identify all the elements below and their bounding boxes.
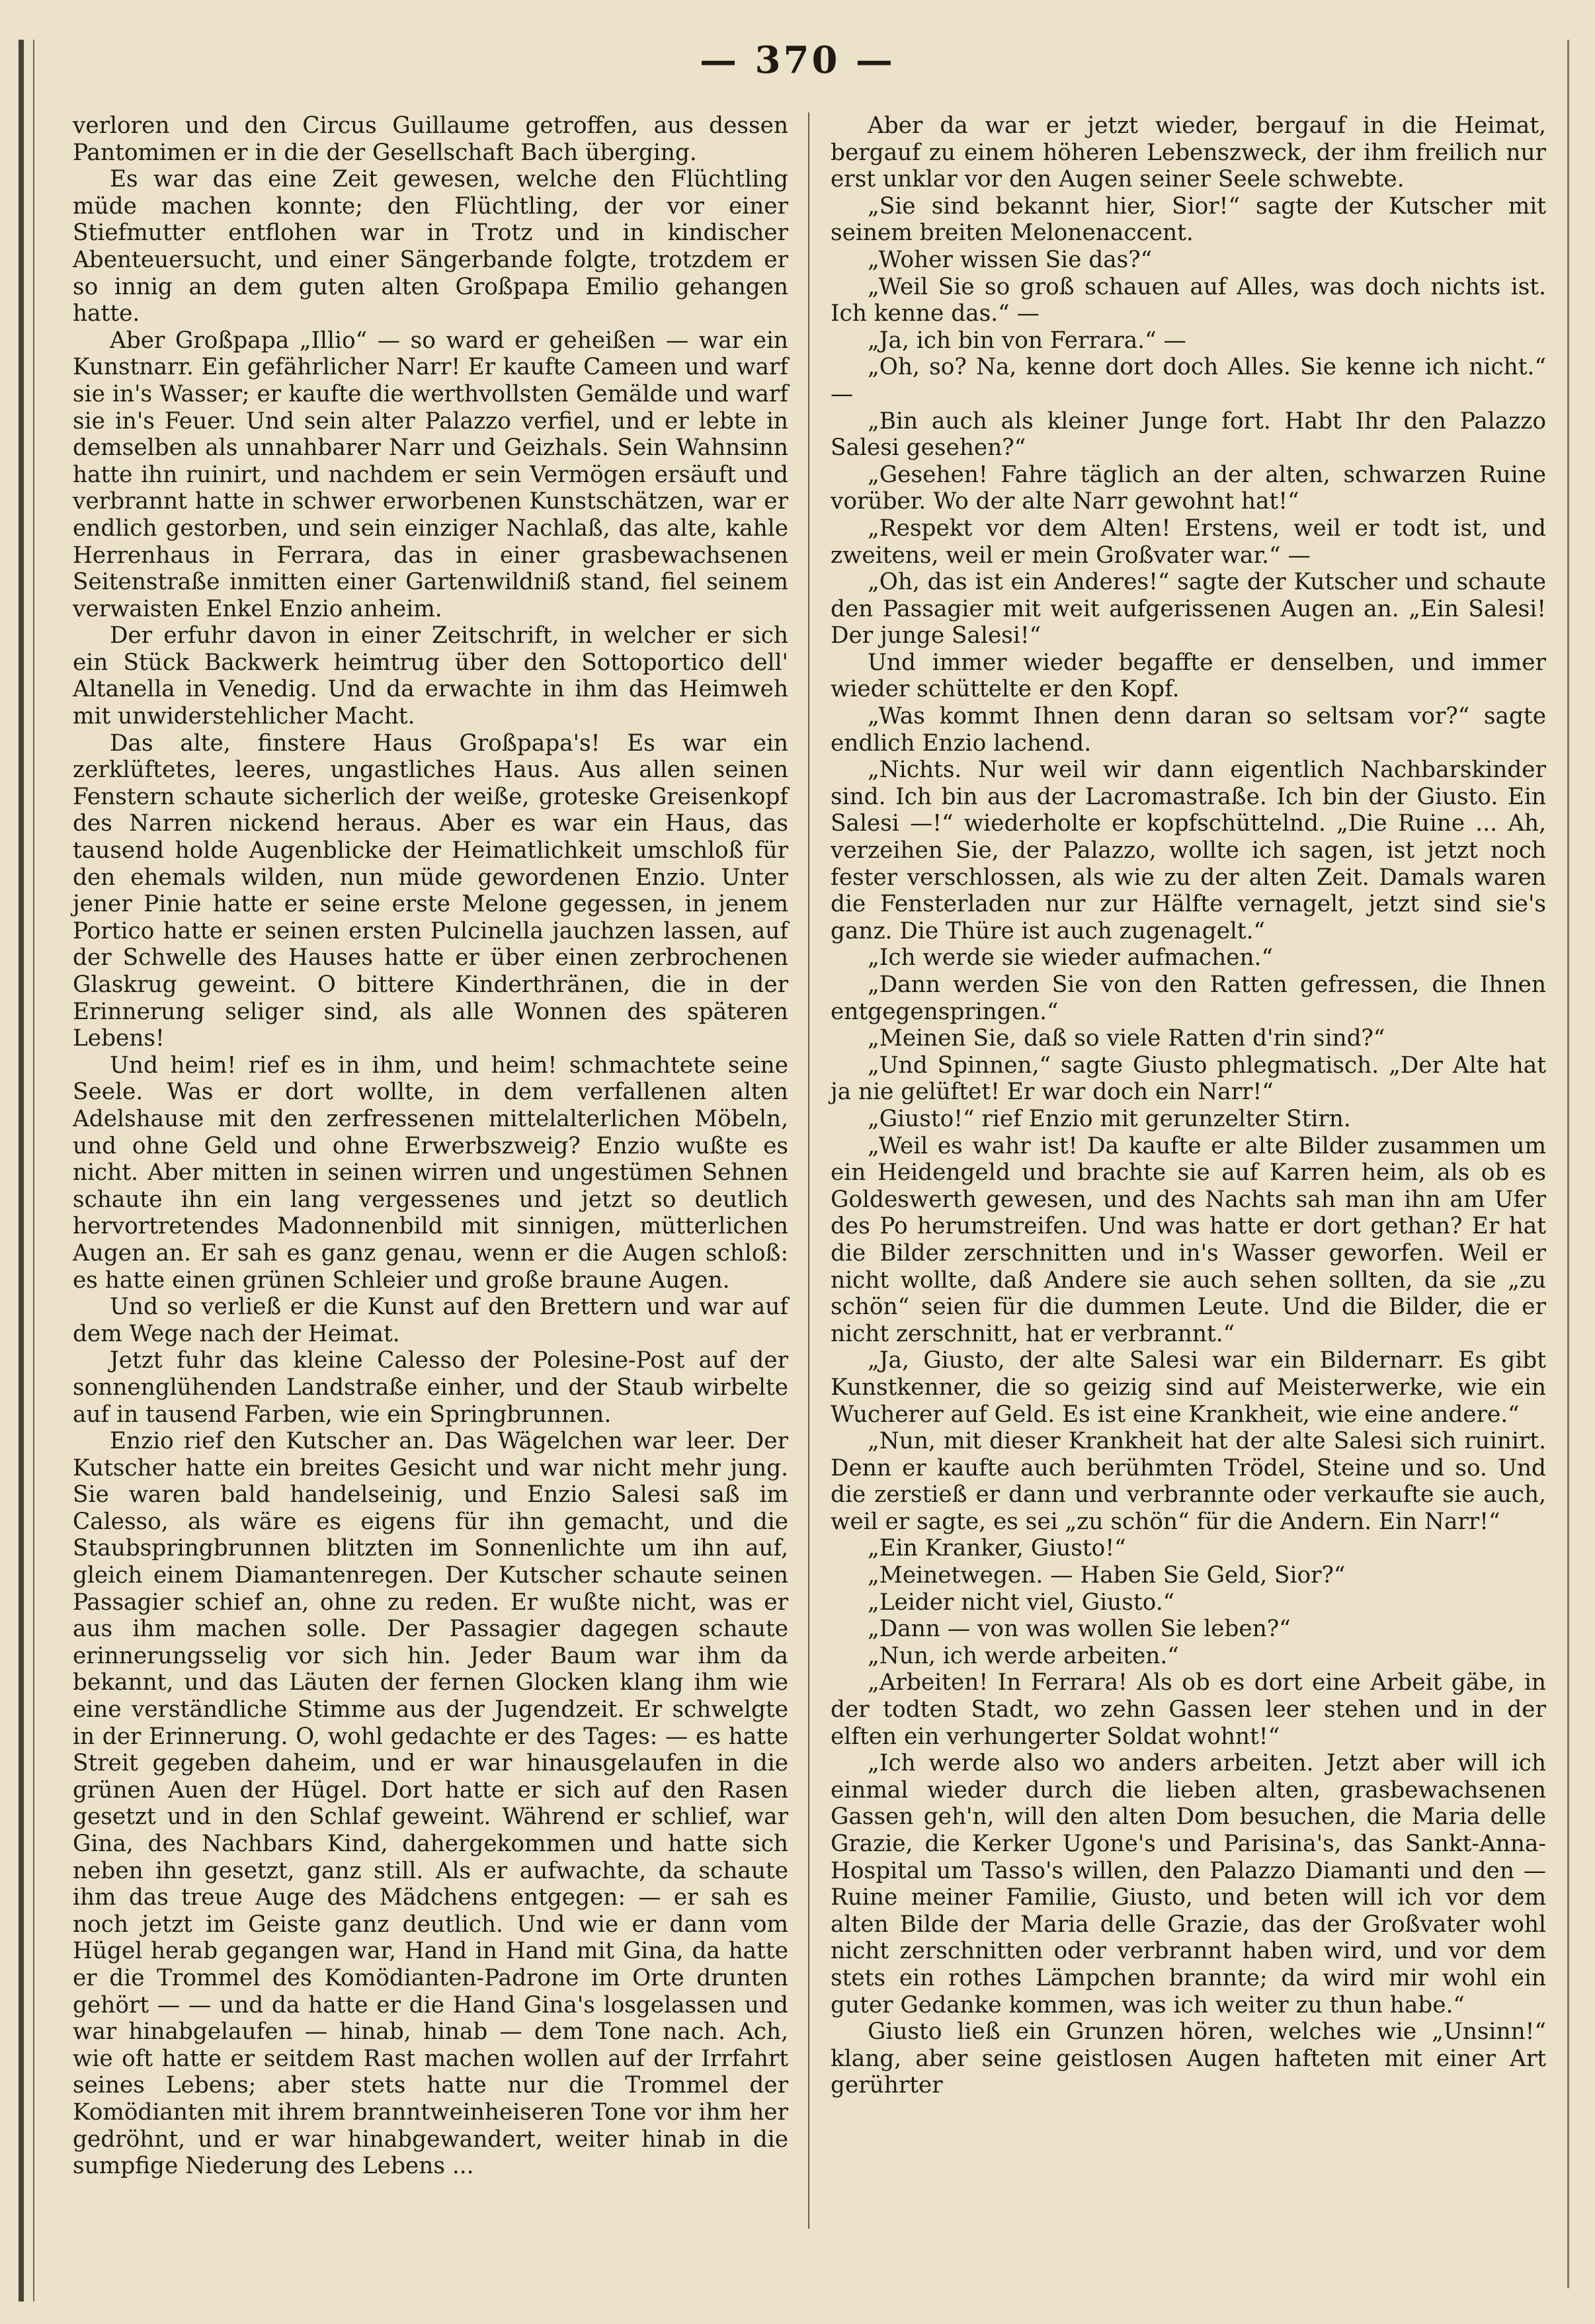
paragraph: „Dann — von was wollen Sie leben?“ (868, 1616, 1291, 1643)
paragraph: „Und Spinnen,“ sagte Giusto phlegmatisch. „Der Alte hat ja nie gelüftet! Er war doch ein Narr!“ (831, 1052, 1546, 1106)
paragraph: „Sie sind bekannt hier, Sior!“ sagte der Kutscher mit seinem breiten Melonenaccent. (831, 192, 1546, 247)
paragraph: Und heim! rief es in ihm, und heim! schmachtete seine Seele. Was er dort wollte, in dem verfallenen alten Adelshause mit den zerfressenen mittelalterlichen Möbeln, und ohne Geld und ohne Erwerbszweig? Enzio wußte es nicht. Aber mitten in seinen wirren und ungestümen Sehnen schaute ihn ein lang vergessenes und jetzt so deutlich hervortretendes Madonnenbild mit sinnigen, mütterlichen Augen an. Er sah es ganz genau, wenn er die Augen schloß: es hatte einen grünen Schleier und große braune Augen. (73, 1052, 788, 1294)
paragraph: „Weil es wahr ist! Da kaufte er alte Bilder zusammen um ein Heidengeld und brachte sie auf Karren heim, als ob es Goldeswerth gewesen, und des Nachts sah man ihn am Ufer des Po herumstreifen. Und was hatte er dort gethan? Er hat die Bilder zerschnitten und in's Wasser geworfen. Weil er nicht wollte, daß Andere sie auch sehen sollten, da sie „zu schön“ seien für die dummen Leute. Und die Bilder, die er nicht zerschnitt, hat er verbrannt.“ (831, 1132, 1546, 1347)
paragraph: Aber da war er jetzt wieder, bergauf in die Heimat, bergauf zu einem höheren Lebenszweck, der ihm freilich nur erst unklar vor den Augen seiner Seele schwebte. (831, 112, 1546, 193)
paragraph: „Ja, Giusto, der alte Salesi war ein Bildernarr. Es gibt Kunstkenner, die so geizig sind auf Meisterwerke, wie ein Wucherer auf Geld. Es ist eine Krankheit, wie eine andere.“ (831, 1347, 1546, 1428)
paragraph: „Meinetwegen. — Haben Sie Geld, Sior?“ (868, 1562, 1346, 1589)
paragraph: Der erfuhr davon in einer Zeitschrift, in welcher er sich ein Stück Backwerk heimtrug über den Sottoportico dell' Altanella in Venedig. Und da erwachte in ihm das Heimweh mit unwiderstehlicher Macht. (73, 622, 788, 730)
paragraph: Und so verließ er die Kunst auf den Brettern und war auf dem Wege nach der Heimat. (73, 1294, 788, 1347)
right-border-rule (1567, 40, 1569, 2288)
paragraph: Das alte, finstere Haus Großpapa's! Es war ein zerklüftetes, leeres, ungastliches Haus. Aus allen seinen Fenstern schaute sicherlich der weiße, groteske Greisenkopf des Narren nickend heraus. Aber es war ein Haus, das tausend holde Augenblicke der Heimatlichkeit umschloß für den ehemals wilden, nun müde gewordenen Enzio. Unter jener Pinie hatte er seine erste Melone gegessen, in jenem Portico hatte er seinen ersten Pulcinella jauchzen lassen, auf der Schwelle des Hauses hatte er über einen zerbrochenen Glaskrug geweint. O bittere Kinderthränen, die in der Erinnerung seliger sind, als alle Wonnen des späteren Lebens! (73, 729, 788, 1052)
left-border-rule (19, 40, 24, 2302)
page-number: — 370 — (700, 38, 895, 82)
paragraph: Giusto ließ ein Grunzen hören, welches wie „Unsinn!“ klang, aber seine geistlosen Augen hafteten mit einer Art gerührter (831, 2018, 1546, 2099)
paragraph: „Was kommt Ihnen denn daran so seltsam vor?“ sagte endlich Enzio lachend. (831, 703, 1546, 757)
paragraph: „Arbeiten! In Ferrara! Als ob es dort eine Arbeit gäbe, in der todten Stadt, wo zehn Gassen leer stehen und in der elften ein verhungerter Soldat wohnt!“ (831, 1669, 1546, 1750)
paragraph: Enzio rief den Kutscher an. Das Wägelchen war leer. Der Kutscher hatte ein breites Gesicht und war nicht mehr jung. Sie waren bald handelseinig, und Enzio Salesi saß im Calesso, als wäre es eigens für ihn gemacht, und die Staubspringbrunnen blitzten im Sonnenlichte um ihn auf, gleich einem Diamantenregen. Der Kutscher schaute seinen Passagier schief an, ohne zu reden. Er wußte nicht, was er aus ihm machen solle. Der Passagier dagegen schaute erinnerungsselig vor sich hin. Jeder Baum war ihm da bekannt, und das Läuten der fernen Glocken klang ihm wie eine verständliche Stimme aus der Jugendzeit. Er schwelgte in der Erinnerung. O, wohl gedachte er des Tages: — es hatte Streit gegeben daheim, und er war hinausgelaufen in die grünen Auen der Hügel. Dort hatte er sich auf den Rasen gesetzt und in den Schlaf geweint. Während er schlief, war Gina, des Nachbars Kind, dahergekommen und hatte sich neben ihn gesetzt, ganz still. Als er aufwachte, da schaute ihm das treue Auge des Mädchens entgegen: — er sah es noch jetzt im Geiste ganz deutlich. Und wie er dann vom Hügel herab gegangen war, Hand in Hand mit Gina, da hatte er die Trommel des Komödianten-Padrone im Orte drunten gehört — — und da hatte er die Hand Gina's losgelassen und war hinabgelaufen — hinab, hinab — dem Tone nach. Ach, wie oft hatte er seitdem Rast machen wollen auf der Irrfahrt seines Lebens; aber stets hatte nur die Trommel der Komödianten mit ihrem branntweinheiseren Tone vor ihm her gedröhnt, und er war hinabgewandert, weiter hinab in die sumpfige Niederung des Lebens ... (73, 1428, 788, 2180)
paragraph: Aber Großpapa „Illio“ — so ward er geheißen — war ein Kunstnarr. Ein gefährlicher Narr! Er kaufte Cameen und warf sie in's Wasser; er kaufte die werthvollsten Gemälde und warf sie in's Feuer. Und sein alter Palazzo verfiel, und er lebte in demselben als unnahbarer Narr und Geizhals. Sein Wahnsinn hatte ihn ruinirt, und nachdem er sein Vermögen ersäuft und verbrannt hatte in schwer erworbenen Kunstschätzen, war er endlich gestorben, und sein einziger Nachlaß, das alte, kahle Herrenhaus in Ferrara, das in einer grasbewachsenen Seitenstraße inmitten einer Gartenwildniß stand, fiel seinem verwaisten Enkel Enzio anheim. (73, 327, 788, 622)
paragraph: „Giusto!“ rief Enzio mit gerunzelter Stirn. (868, 1105, 1351, 1132)
paragraph: „Ein Kranker, Giusto!“ (868, 1535, 1126, 1562)
left-text-column (73, 112, 788, 2180)
paragraph: „Leider nicht viel, Giusto.“ (868, 1589, 1175, 1616)
paragraph: Es war das eine Zeit gewesen, welche den Flüchtling müde machen konnte; den Flüchtling, der vor einer Stiefmutter entflohen war in Trotz und in kindischer Abenteuersucht, und einer Sängerbande folgte, trotzdem er so innig an dem guten alten Großpapa Emilio gehangen hatte. (73, 166, 788, 327)
paragraph: „Nichts. Nur weil wir dann eigentlich Nachbarskinder sind. Ich bin aus der Lacromastraße. Ich bin der Giusto. Ein Salesi —!“ wiederholte er kopfschüttelnd. „Die Ruine ... Ah, verzeihen Sie, der Palazzo, wollte ich sagen, ist jetzt noch fester verschlossen, als wie zu der alten Zeit. Damals waren die Fensterladen nur zur Hälfte vernagelt, jetzt sind sie's ganz. Die Thüre ist auch zugenagelt.“ (831, 757, 1546, 944)
column-divider (808, 112, 809, 2229)
left-inner-rule (33, 40, 34, 2302)
paragraph: „Ich werde also wo anders arbeiten. Jetzt aber will ich einmal wieder durch die lieben alten, grasbewachsenen Gassen geh'n, will den alten Dom besuchen, die Maria delle Grazie, die Kerker Ugone's und Parisina's, das Sankt-Anna-Hospital um Tasso's willen, den Palazzo Diamanti und den — Ruine meiner Familie, Giusto, und beten will ich vor dem alten Bilde der Maria delle Grazie, das der Großvater wohl nicht zerschnitten oder verbrannt haben wird, und vor dem stets ein rothes Lämpchen brannte; da wird mir wohl ein guter Gedanke kommen, was ich weiter zu thun habe.“ (831, 1750, 1546, 2018)
paragraph: „Nun, ich werde arbeiten.“ (868, 1642, 1179, 1669)
paragraph: „Ich werde sie wieder aufmachen.“ (868, 944, 1273, 972)
paragraph: „Nun, mit dieser Krankheit hat der alte Salesi sich ruinirt. Denn er kaufte auch berühmten Trödel, Steine und so. Und die zerstieß er dann und verbrannte oder verkaufte sie auch, weil er sagte, es sei „zu schön“ für die Andern. Ein Narr!“ (831, 1428, 1546, 1535)
paragraph: „Gesehen! Fahre täglich an der alten, schwarzen Ruine vorüber. Wo der alte Narr gewohnt hat!“ (831, 461, 1546, 515)
paragraph: „Weil Sie so groß schauen auf Alles, was doch nichts ist. Ich kenne das.“ — (831, 273, 1546, 327)
paragraph: „Bin auch als kleiner Junge fort. Habt Ihr den Palazzo Salesi gesehen?“ (831, 407, 1546, 462)
paragraph: verloren und den Circus Guillaume getroffen, aus dessen Pantomimen er in die der Gesellschaft Bach überging. (73, 112, 788, 166)
paragraph: „Ja, ich bin von Ferrara.“ — (868, 327, 1186, 354)
paragraph: „Oh, das ist ein Anderes!“ sagte der Kutscher und schaute den Passagier mit weit aufgerissenen Augen an. „Ein Salesi! Der junge Salesi!“ (831, 569, 1546, 649)
paragraph: „Woher wissen Sie das?“ (868, 246, 1153, 273)
paragraph: Jetzt fuhr das kleine Calesso der Polesine-Post auf der sonnenglühenden Landstraße einher, und der Staub wirbelte auf in tausend Farben, wie ein Springbrunnen. (73, 1347, 788, 1428)
right-text-column (831, 112, 1546, 2099)
paragraph: „Meinen Sie, daß so viele Ratten d'rin sind?“ (868, 1025, 1385, 1052)
paragraph: Und immer wieder begaffte er denselben, und immer wieder schüttelte er den Kopf. (831, 649, 1546, 703)
paragraph: „Dann werden Sie von den Ratten gefressen, die Ihnen entgegenspringen.“ (831, 972, 1546, 1025)
paragraph: „Oh, so? Na, kenne dort doch Alles. Sie kenne ich nicht.“ — (831, 354, 1546, 407)
paragraph: „Respekt vor dem Alten! Erstens, weil er todt ist, und zweitens, weil er mein Großvater war.“ — (831, 515, 1546, 569)
